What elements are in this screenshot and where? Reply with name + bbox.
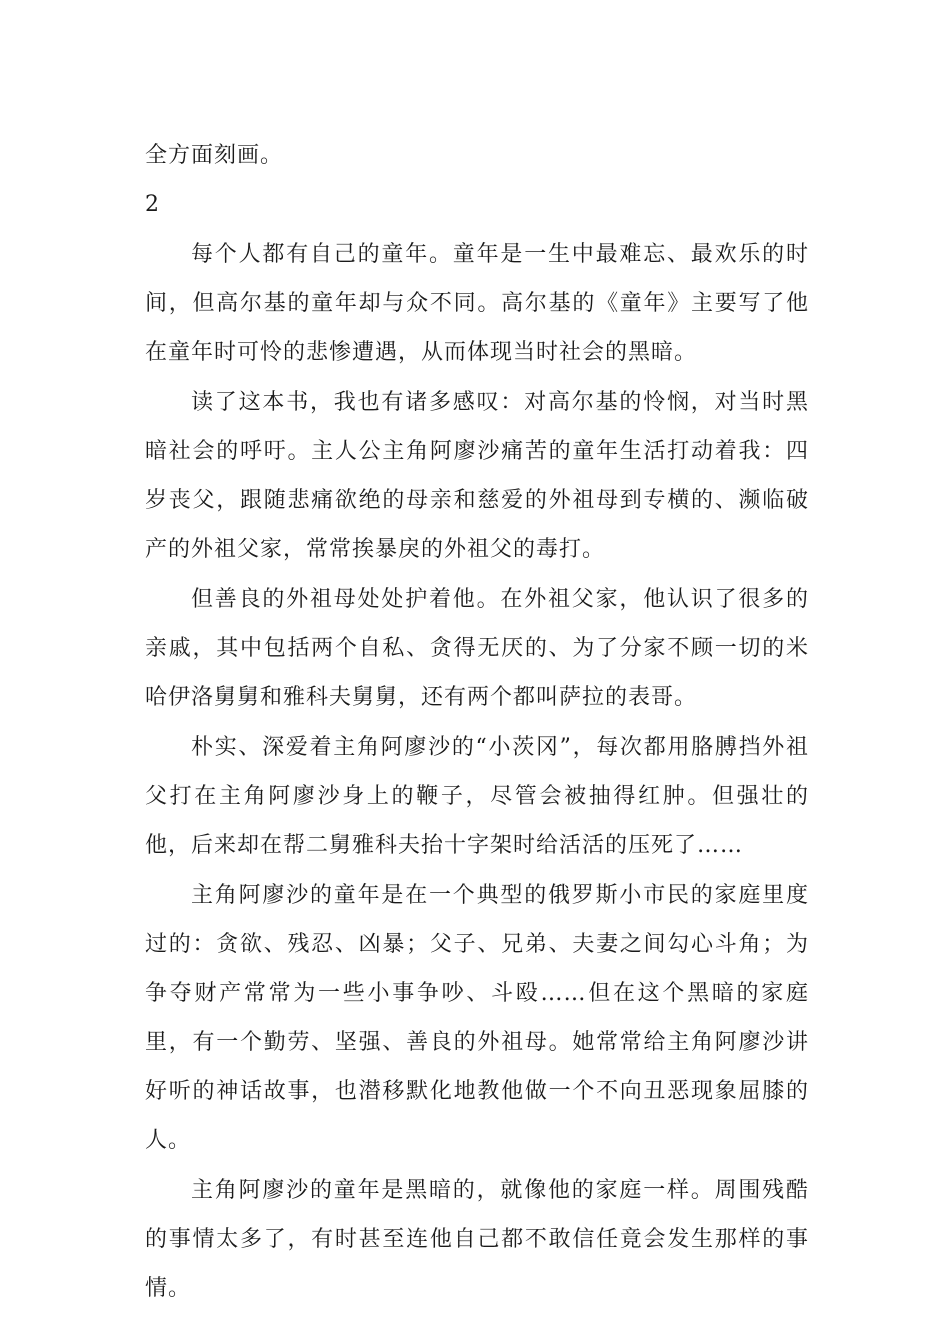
paragraph-4: 朴实、深爱着主角阿廖沙的“小茨冈”，每次都用胳膊挡外祖父打在主角阿廖沙身上的鞭子，尽管会被抽得红肿。但强壮的他，后来却在帮二舅雅科夫抬十字架时给活活的压死了…… xyxy=(145,735,809,858)
paragraph-2: 读了这本书，我也有诸多感叹：对高尔基的怜悯，对当时黑暗社会的呼吁。主人公主角阿廖沙痛苦的童年生活打动着我：四岁丧父，跟随悲痛欲绝的母亲和慈爱的外祖母到专横的、濒临破产的外祖父家，常常挨暴戾的外祖父的毒打。 xyxy=(145,390,809,562)
text-column xyxy=(145,131,809,1313)
lead-line: 全方面刻画。 xyxy=(145,143,284,168)
paragraph-5: 主角阿廖沙的童年是在一个典型的俄罗斯小市民的家庭里度过的：贪欲、残忍、凶暴；父子、兄弟、夫妻之间勾心斗角；为争夺财产常常为一些小事争吵、斗殴……但在这个黑暗的家庭里，有一个勤劳、坚强、善良的外祖母。她常常给主角阿廖沙讲好听的神话故事，也潜移默化地教他做一个不向丑恶现象屈膝的人。 xyxy=(145,883,809,1153)
section-number: 2 xyxy=(145,192,159,217)
paragraph-3: 但善良的外祖母处处护着他。在外祖父家，他认识了很多的亲戚，其中包括两个自私、贪得无厌的、为了分家不顾一切的米哈伊洛舅舅和雅科夫舅舅，还有两个都叫萨拉的表哥。 xyxy=(145,587,809,710)
paragraph-1: 每个人都有自己的童年。童年是一生中最难忘、最欢乐的时间，但高尔基的童年却与众不同。高尔基的《童年》主要写了他在童年时可怜的悲惨遭遇，从而体现当时社会的黑暗。 xyxy=(145,242,809,365)
paragraph-6: 主角阿廖沙的童年是黑暗的，就像他的家庭一样。周围残酷的事情太多了，有时甚至连他自己都不敢信任竟会发生那样的事情。 xyxy=(145,1178,809,1301)
